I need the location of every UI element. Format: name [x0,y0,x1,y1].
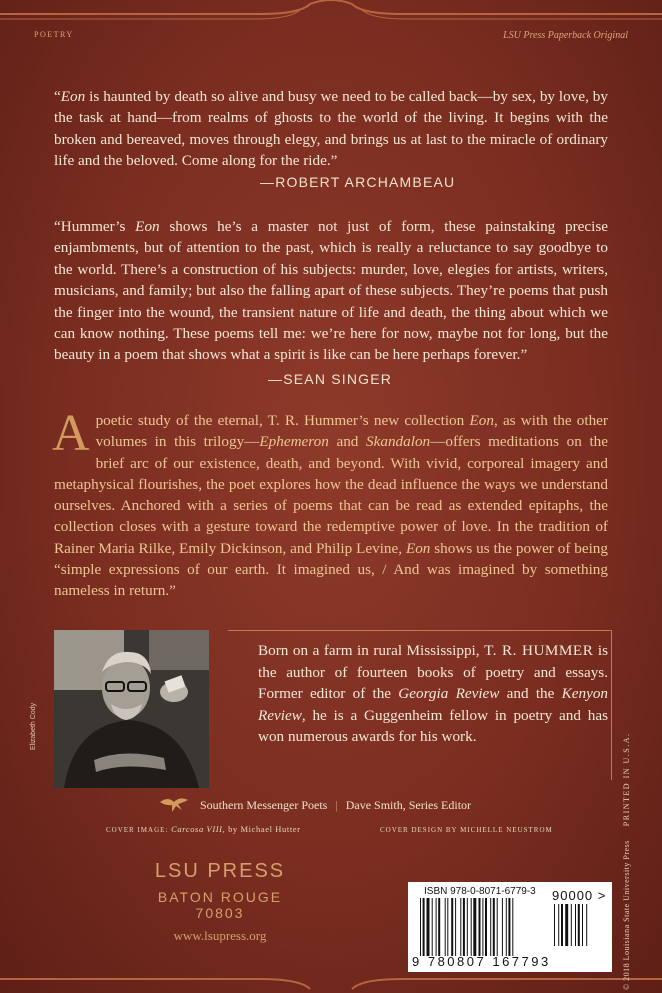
isbn-text: ISBN 978-0-8071-6779-3 [424,886,536,897]
publisher-block [135,860,305,944]
barcode-digits: 9 780807 167793 [412,954,551,969]
series-editor: Dave Smith, Series Editor [345,798,472,812]
cover-image-credit: COVER IMAGE: Carcosa VIII, by Michael Hutter [106,824,301,834]
blurb-attribution-singer: —SEAN SINGER [268,371,393,387]
isbn-barcode [408,882,612,972]
blurb-attribution-archambeau: —ROBERT ARCHAMBEAU [260,174,456,190]
price-code: 90000 > [552,888,607,903]
author-bio: Born on a farm in rural Mississippi, T. R. HUMMER is the author of fourteen books of poetry and essays. Former editor of the Georgia Review and the Kenyon Review, he is a Guggenheim fellow in poetry and has won numerous awards for his work. [258,642,609,745]
cover-design-credit: COVER DESIGN BY MICHELLE NEUSTROM [380,826,553,834]
publisher-city: BATON ROUGE 70803 [157,889,283,921]
bird-logo-icon [158,794,190,814]
category-label: POETRY [34,30,74,39]
addon-bars [554,904,598,946]
blurb-archambeau: “Eon is haunted by death so alive and busy we need to be called back—by sex, by love, by the task at hand—from realms of ghosts to the world of the living. It begins with the broken and bereaved, moves through elegy, and brings us at last to the miracle of ordinary life and the beloved. Come along for the ride.” [54,88,608,170]
book-description: A poetic study of the eternal, T. R. Hummer’s new collection Eon, as with the other volumes in this trilogy—Ephemeron and Skandalon—offers meditations on the brief arc of our existence, death, and beyond. With vivid, corporeal imagery and metaphysical flourishes, the poet explores how the dead influence the ways we understand ourselves. Anchored with a series of poems that can be read as extended epitaphs, the collection closes with a gesture toward the redemptive power of love. In the tradition of Rainer Maria Rilke, Emily Dickinson, and Philip Levine, Eon shows us the power of being “simple expressions of our earth. It imagined us, / And was imagined by something nameless in return.” [52,405,608,600]
series-name: Southern Messenger Poets [200,798,328,812]
blurb-singer: “Hummer’s Eon shows he’s a master not just of form, these painstaking precise enjambments, but of attention to the past, which is really a reluctance to say goodbye to the world. There’s a construction of his subjects: murder, love, elegies for artists, writers, musicians, and family; but also the falling apart of these subjects. They’re poems that push the finger into the wound, the transient nature of life and death, the thing about which we can know nothing. These poems tell me: we’re here for now, maybe not for long, but the beauty in a poem that shows what a spirit is like can be here perhaps forever.” [54,218,609,364]
author-photo [54,630,209,788]
publisher-name: LSU PRESS [154,860,286,882]
ean-bars [420,898,546,956]
drop-cap: A [52,405,90,462]
edition-label: LSU Press Paperback Original [503,30,628,41]
series-line: Southern Messenger Poets | Dave Smith, Series Editor [200,798,472,812]
publisher-url: www.lsupress.org [173,928,267,943]
photo-credit: Elizabeth Cody [30,702,37,750]
copyright-spine-note: © 2018 Louisiana State University PressPRINTED IN U.S.A. [622,732,631,990]
